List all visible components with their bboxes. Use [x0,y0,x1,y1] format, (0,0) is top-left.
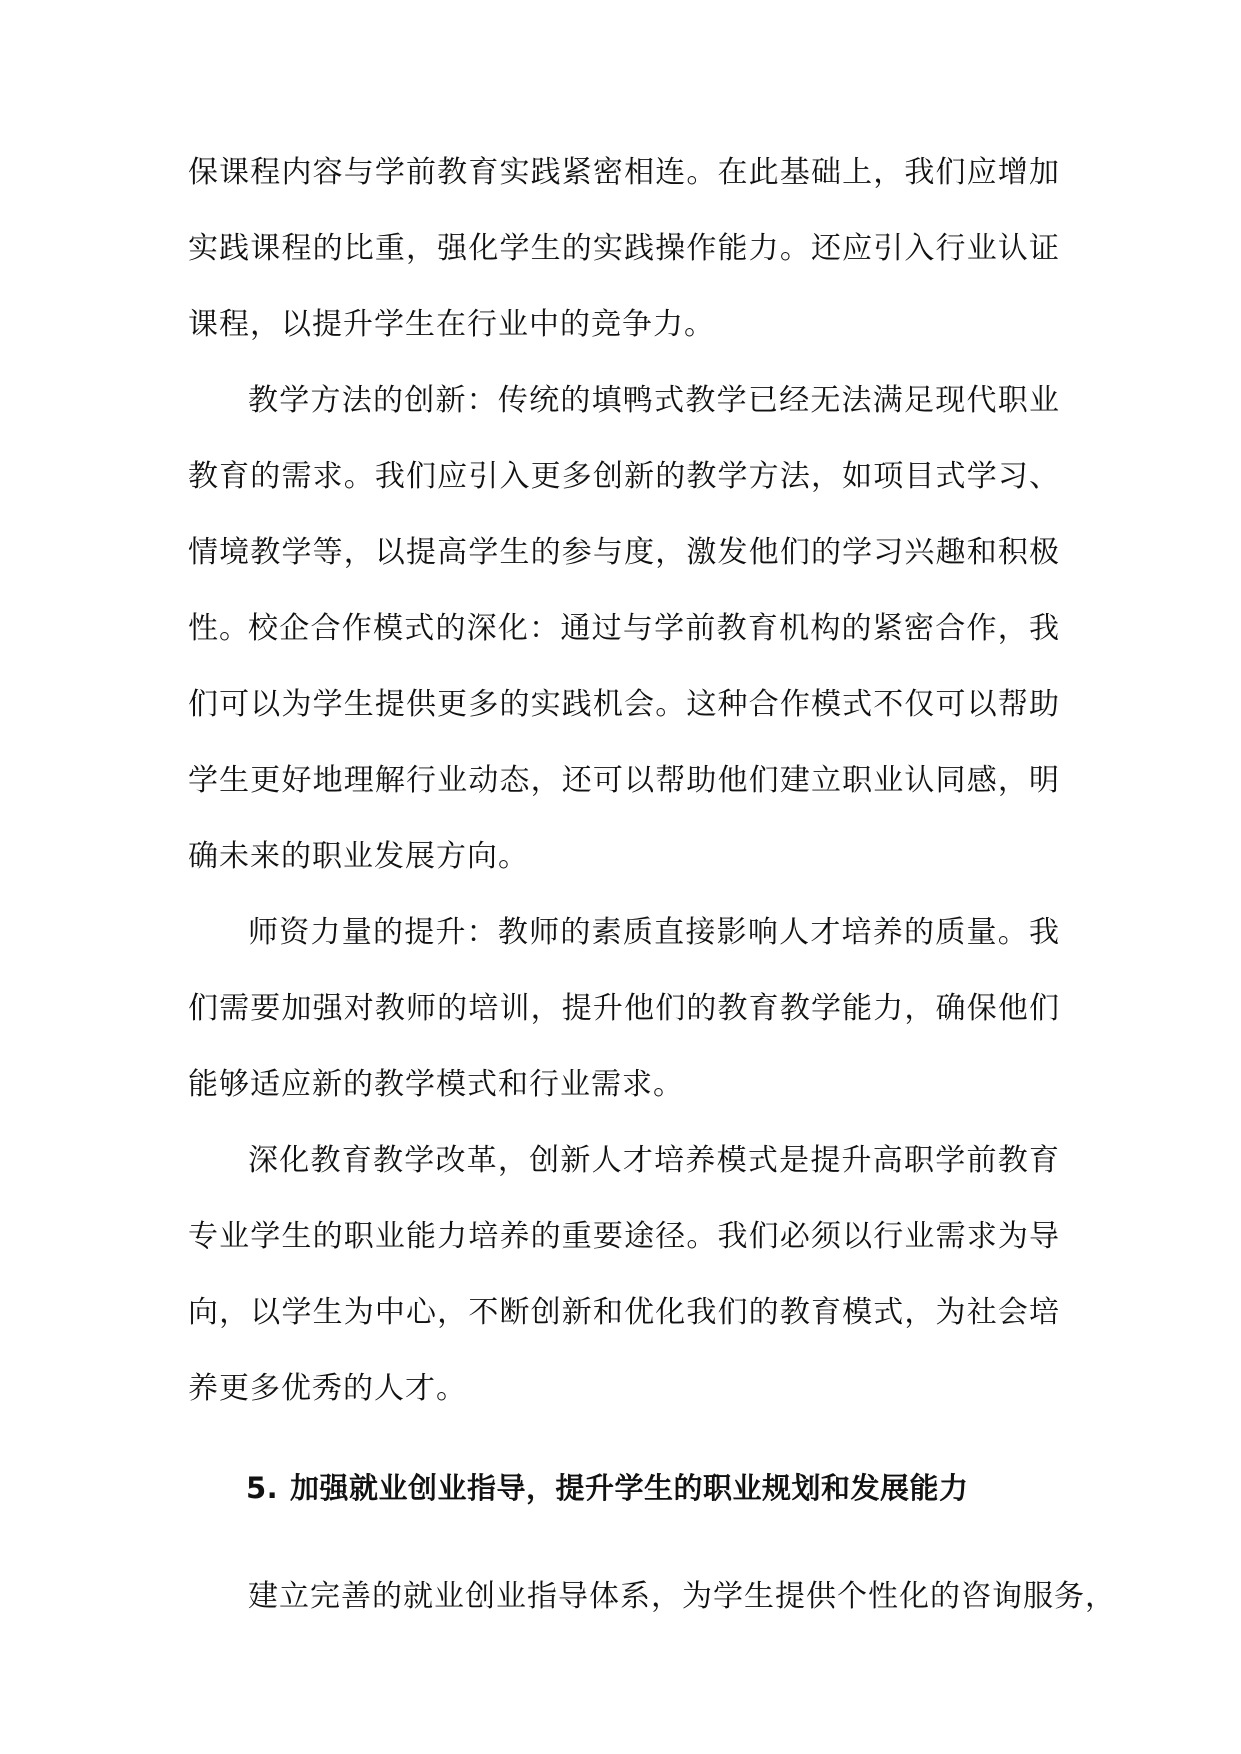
section-title: 加强就业创业指导，提升学生的职业规划和发展能力 [290,1471,969,1505]
section-heading [246,1464,969,1512]
paragraph-school-enterprise: 校企合作模式的深化：通过与学前教育机构的紧密合作，我们可以为学生提供更多的实践机会。这种合作模式不仅可以帮助学生更好地理解行业动态，还可以帮助他们建立职业认同感，明确未来的职业发展方向。 [188,611,1060,874]
paragraph-career-guidance: 建立完善的就业创业指导体系，为学生提供个性化的咨询服务， [248,1579,1116,1614]
paragraph-faculty: 师资力量的提升：教师的素质直接影响人才培养的质量。我们需要加强对教师的培训，提升他们的教育教学能力，确保他们能够适应新的教学模式和行业需求。 [188,915,1060,1102]
paragraph-course-content: 保课程内容与学前教育实践紧密相连。在此基础上，我们应增加实践课程的比重，强化学生的实践操作能力。还应引入行业认证课程，以提升学生在行业中的竞争力。 [188,155,1060,342]
section-number: 5. [246,1471,279,1505]
paragraph-teaching-methods: 教学方法的创新：传统的填鸭式教学已经无法满足现代职业教育的需求。我们应引入更多创新的教学方法，如项目式学习、情境教学等，以提高学生的参与度，激发他们的学习兴趣和积极性。 [188,383,1060,646]
paragraph-reform-summary: 深化教育教学改革，创新人才培养模式是提升高职学前教育专业学生的职业能力培养的重要途径。我们必须以行业需求为导向，以学生为中心，不断创新和优化我们的教育模式，为社会培养更多优秀的人才。 [188,1143,1060,1406]
